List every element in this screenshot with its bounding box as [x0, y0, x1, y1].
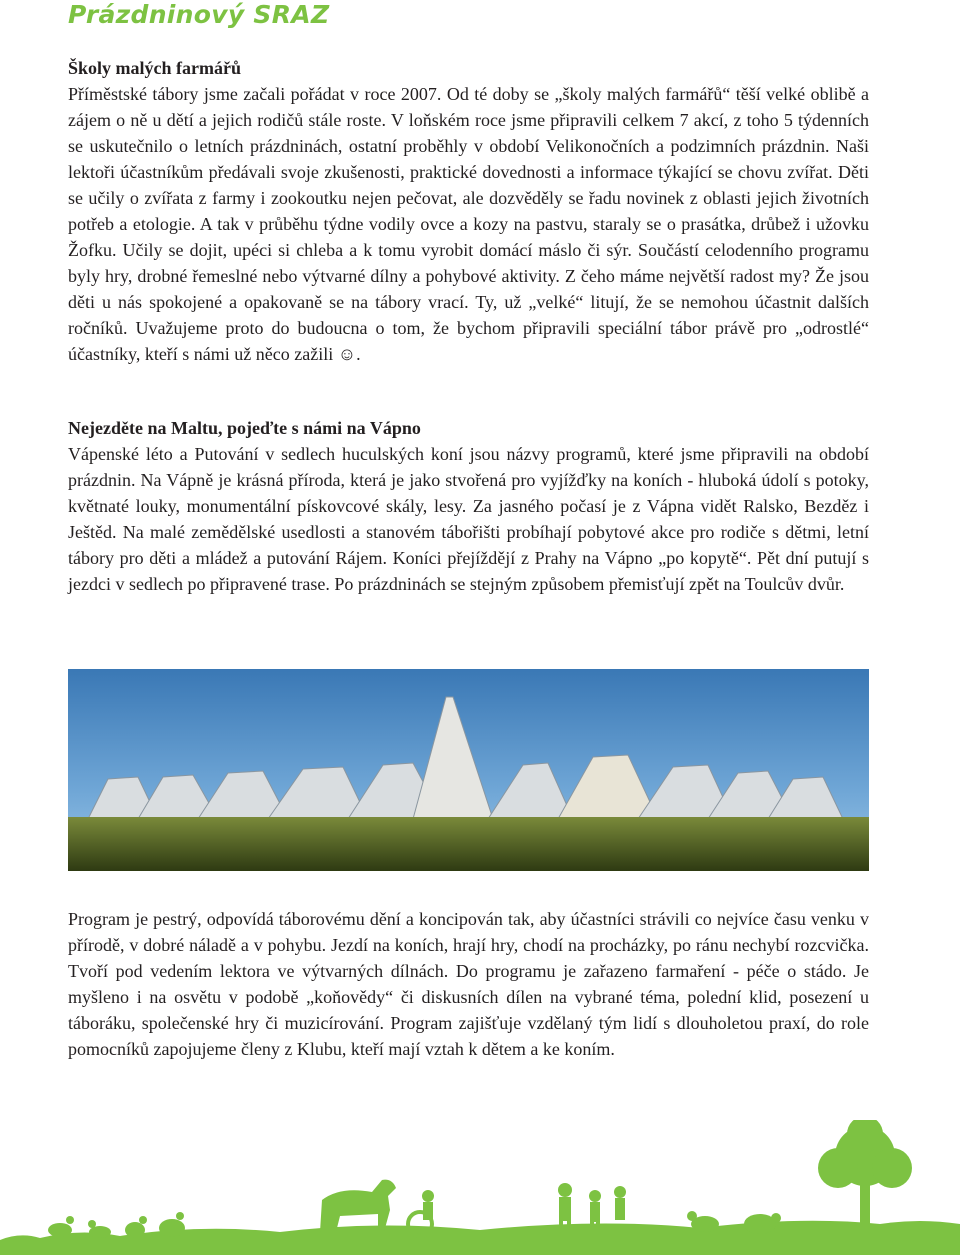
tent-camp-photo [68, 669, 869, 871]
section-program [68, 906, 869, 1062]
duck-icon [88, 1220, 111, 1238]
section-vapno [68, 415, 869, 597]
section-title: Nejezděte na Maltu, pojeďte s námi na Vápno [68, 418, 421, 438]
section-title: Školy malých farmářů [68, 58, 241, 78]
section-body: Program je pestrý, odpovídá táborovému dění a koncipován tak, aby účastníci strávili co nejvíce času venku v přírodě, v dobré náladě a v pohybu. Jezdí na koních, hrají hry, chodí na procházky, po ránu nechybí rozcvička. Tvoří pod vedením lektora ve výtvarných dílnách. Do programu je zařazeno farmaření - péče o stádo. Je myšleno i na osvětu v podobě „koňovědy“ či diskusních dílen na vybrané téma, polední klid, posezení u táboráku, společenské hry či muzicírování. Program zajišťuje vzdělaný tým lidí s dlouholetou praxí, do role pomocníků zapojujeme členy z Klubu, kteří mají vztah k dětem a ke koním. [68, 909, 869, 1059]
turkey-icon [159, 1212, 185, 1237]
section-farmers-school [68, 55, 869, 367]
tree-icon [818, 1120, 912, 1230]
section-body: Vápenské léto a Putování v sedlech huculských koní jsou názvy programů, které jsme připravili na období prázdnin. Na Vápně je krásná příroda, která je jako stvořená pro vyjížďky na koních - hluboká údolí s potoky, květnaté louky, monumentální pískovcové skály, lesy. Za jasného počasí je z Vápna vidět Ralsko, Bezděz i Ještěd. Na malé zemědělské usedlosti a stanovém tábořišti probíhají pobytové akce pro rodiče s dětmi, letní tábory pro děti a mládež a putování Rájem. Koníci přejíždějí z Prahy na Vápno „po kopytě“. Pět dní putují s jezdci v sedlech po připravené trase. Po prázdninách se stejným způsobem přemisťují zpět na Toulcův dvůr. [68, 444, 869, 594]
section-body: Příměstské tábory jsme začali pořádat v roce 2007. Od té doby se „školy malých farmářů“ těší velké oblibě a zájem o ně u dětí a jejich rodičů stále roste. V loňském roce jsme připravili celkem 7 akcí, z toho 5 týdenních se uskutečnilo o letních prázdninách, ostatní proběhly v období Velikonočních a podzimních prázdnin. Naši lektoři účastníkům předávali svoje zkušenosti, praktické dovednosti a informace týkající se chovu zvířat. Děti se učily o zvířata z farmy i zookoutku nejen pečovat, ale dozvěděly se řadu novinek z oblasti jejich životních potřeb a etologie. A tak v průběhu týdne vodily ovce a kozy na pastvu, staraly se o prasátka, drůbež i užovku Žofku. Učily se dojit, upéci si chleba a k tomu vyrobit domácí máslo či sýr. Součástí celodenního programu byly hry, drobné řemeslné nebo výtvarné dílny a pohybové aktivity. Z čeho máme největší radost my? Že jsou děti u nás spokojené a opakovaně se na tábory vrací. Ty, už „velké“ litují, že se nemohou účastnit dalších ročníků. Uvažujeme proto do budoucna o tom, že bychom připravili speciální tábor právě pro „odrostlé“ účastníky, kteří s námi už něco zažili ☺. [68, 84, 869, 364]
page-header-title: Prázdninový SRAZ [68, 0, 330, 29]
horse-icon [320, 1180, 396, 1232]
footer-decoration [0, 1120, 960, 1255]
